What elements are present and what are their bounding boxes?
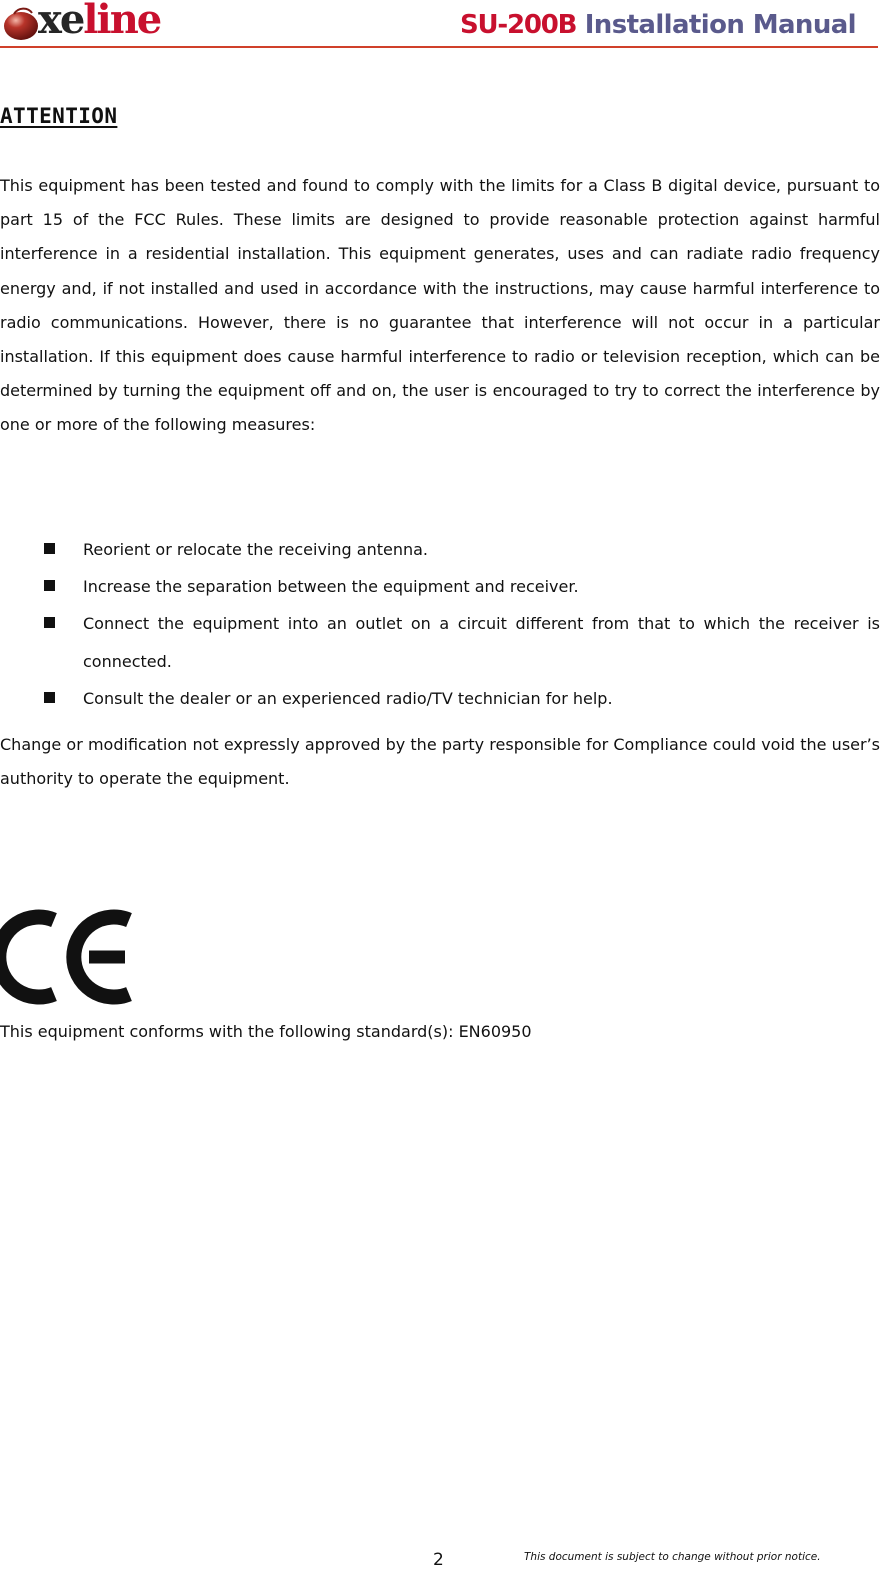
interference-measures-list [0, 531, 880, 717]
modification-warning-paragraph: Change or modification not expressly approved by the party responsible for Compliance could void the user’s authority to operate the equipment. [0, 735, 880, 789]
standards-conformance-text: This equipment conforms with the following standard(s): EN60950 [0, 1022, 532, 1041]
page-number: 2 [433, 1550, 444, 1570]
list-item-text: Reorient or relocate the receiving antenna. [83, 540, 428, 559]
document-title-manual: Installation Manual [584, 10, 856, 40]
square-bullet-icon [44, 692, 55, 703]
square-bullet-icon [44, 617, 55, 628]
square-bullet-icon [44, 580, 55, 591]
document-title-model: SU-200B [459, 10, 577, 40]
ce-mark-icon [0, 908, 134, 1006]
list-item [0, 568, 880, 605]
square-bullet-icon [44, 543, 55, 554]
logo-wordmark [38, 0, 160, 44]
footer-disclaimer: This document is subject to change without prior notice. [524, 1551, 821, 1563]
list-item [0, 605, 880, 679]
list-item-text: Connect the equipment into an outlet on a circuit different from that to which the receiver is connected. [83, 614, 880, 671]
logo-wordmark-xe: xe [38, 0, 84, 43]
fcc-compliance-paragraph: This equipment has been tested and found to comply with the limits for a Class B digital device, pursuant to part 15 of the FCC Rules. These limits are designed to provide reasonable protection against harmful interference in a residential installation. This equipment generates, uses and can radiate radio frequency energy and, if not installed and used in accordance with the instructions, may cause harmful interference to radio communications. However, there is no guarantee that interference will not occur in a particular installation. If this equipment does cause harmful interference to radio or television reception, which can be determined by turning the equipment off and on, the user is encouraged to try to correct the interference by one or more of the following measures: [0, 176, 880, 435]
list-item [0, 531, 880, 568]
attention-heading: ATTENTION [0, 104, 118, 128]
xeline-logo [2, 2, 184, 46]
list-item-text: Increase the separation between the equipment and receiver. [83, 577, 579, 597]
logo-wordmark-line: line [83, 0, 161, 43]
logo-sphere-icon [2, 6, 42, 42]
page-header [0, 0, 880, 48]
list-item-text: Consult the dealer or an experienced radio/TV technician for help. [83, 688, 613, 708]
header-divider [0, 46, 878, 48]
list-item [0, 680, 880, 717]
document-title [460, 8, 856, 42]
